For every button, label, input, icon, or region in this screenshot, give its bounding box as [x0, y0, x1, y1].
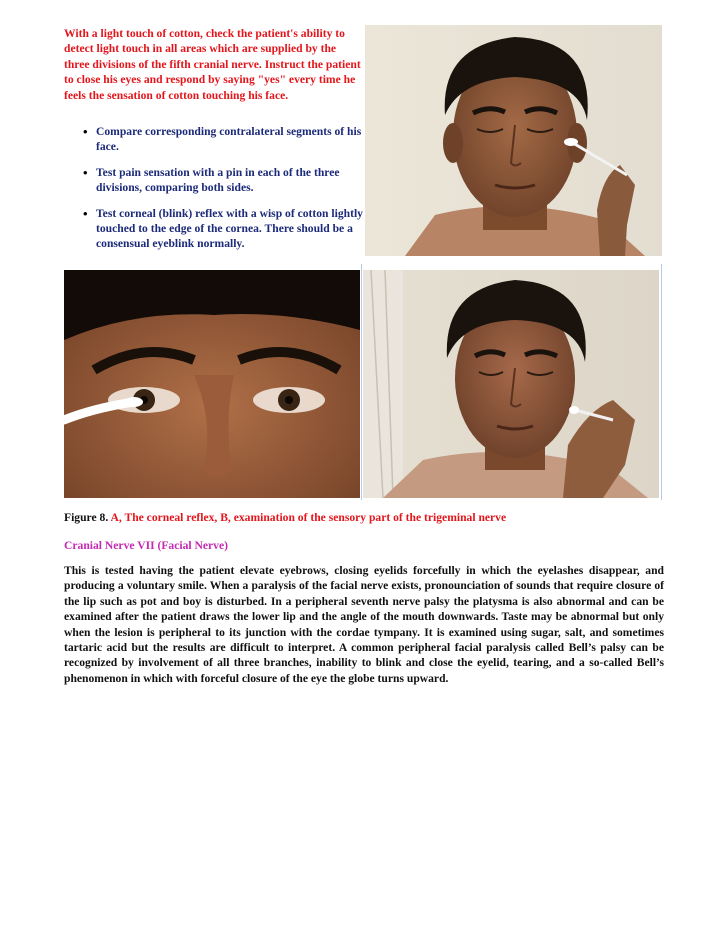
intro-paragraph: With a light touch of cotton, check the patient's ability to detect light touch in all areas which are supplied by the three divisions of the fifth cranial nerve. Instruct the patient to close his eyes and respond by saying "yes" every time he feels the sensation of cotton touching his face.	[64, 27, 361, 102]
patient-photo-cotton-touch	[365, 25, 662, 256]
list-item: • Test corneal (blink) reflex with a wisp of cotton lightly touched to the edge of the cornea. There should be a consensual eyeblink normally.	[64, 206, 364, 252]
figure-caption	[64, 510, 664, 525]
list-item: • Compare corresponding contralateral segments of his face.	[64, 124, 364, 155]
instruction-list	[64, 124, 364, 262]
section-heading: Cranial Nerve VII (Facial Nerve)	[64, 539, 228, 552]
figure-label: Figure 8.	[64, 511, 109, 524]
figure-caption-text: A, The corneal reflex, B, examination of the sensory part of the trigeminal nerve	[110, 511, 507, 524]
corneal-reflex-photo	[64, 270, 360, 498]
body-paragraph: This is tested having the patient elevate eyebrows, closing eyelids forcefully in which the eyelashes disappear, and producing a voluntary smile. When a paralysis of the facial nerve exists, pronounciation of sounds that require closure of the lip such as pot and boy is disturbed. In a peripheral seventh nerve palsy the platysma is also abnormal and can be examined after the patient draws the lower lip and the angle of the mouth downwards. Taste may be abnormal but only when the lesion is peripheral to its junction with the cordae tympany. It is examined using sugar, salt, and sometimes tartaric acid but the results are difficult to interpret. A common peripheral facial paralysis called Bell’s palsy can be recognized by involvement of all three branches, inability to blink and close the eyelid, tearing, and a so-called Bell’s phenomenon in which with forceful closure of the eye the globe turns upward.	[64, 564, 664, 685]
frame-divider	[661, 264, 662, 500]
list-item: • Test pain sensation with a pin in each of the three divisions, comparing both sides.	[64, 165, 364, 196]
frame-divider	[361, 264, 362, 500]
trigeminal-sensory-exam-photo	[363, 270, 659, 498]
